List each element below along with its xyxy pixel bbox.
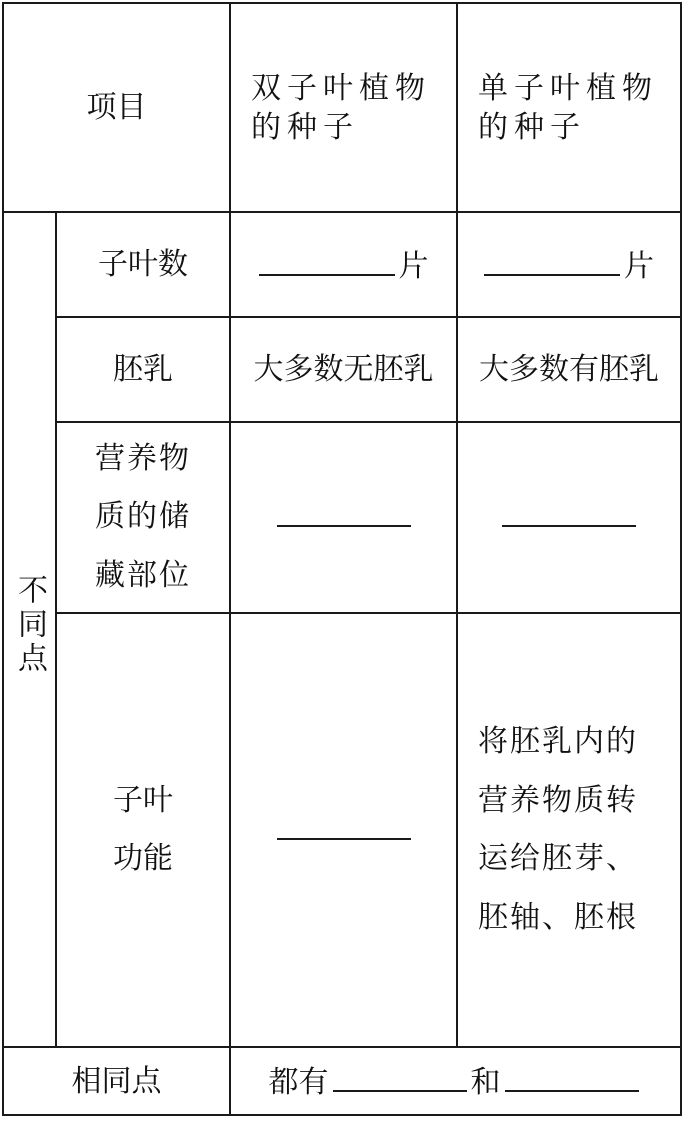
dicot-storage-blank[interactable]: [277, 515, 411, 527]
header-dicot-cell: [230, 3, 457, 212]
side-label-cell: [3, 212, 56, 1047]
side-label: 不同点: [12, 573, 47, 676]
endosperm-monocot-cell: [457, 317, 681, 422]
header-item: 项目: [86, 90, 147, 125]
header-monocot: 单子叶植物的种子: [478, 70, 658, 145]
header-item-cell: [3, 3, 230, 212]
endosperm-monocot: 大多数有胚乳: [479, 352, 659, 387]
common-label-cell: [3, 1047, 230, 1115]
common-blank-1[interactable]: [333, 1060, 467, 1092]
cotyledon-count-dicot-cell: [230, 212, 457, 317]
endosperm-dicot: 大多数无胚乳: [253, 352, 434, 387]
header-dicot: 双子叶植物的种子: [251, 70, 431, 145]
row-common: [3, 1047, 681, 1115]
function-dicot-cell: [230, 613, 457, 1047]
function-label: 子叶功能: [113, 782, 173, 876]
seed-comparison-table: [2, 2, 682, 1116]
function-monocot: 将胚乳内的营养物质转运给胚芽、胚轴、胚根: [478, 724, 638, 935]
endosperm-label-cell: [56, 317, 230, 422]
common-joiner: 和: [470, 1065, 501, 1100]
monocot-cotyledon-blank[interactable]: [484, 244, 620, 276]
endosperm-dicot-cell: [230, 317, 457, 422]
storage-label-cell: [56, 422, 230, 613]
storage-label: 营养物质的储藏部位: [95, 440, 191, 593]
cotyledon-count-label-cell: [56, 212, 230, 317]
function-label-cell: [56, 613, 230, 1047]
row-cotyledon-count: [3, 212, 681, 317]
storage-dicot-cell: [230, 422, 457, 613]
endosperm-label: 胚乳: [113, 352, 173, 387]
header-row: [3, 3, 681, 212]
function-monocot-cell: [457, 613, 681, 1047]
storage-monocot-cell: [457, 422, 681, 613]
dicot-function-blank[interactable]: [277, 828, 411, 840]
monocot-storage-blank[interactable]: [502, 515, 636, 527]
monocot-cotyledon-unit: 片: [624, 248, 654, 284]
dicot-cotyledon-blank[interactable]: [259, 244, 395, 276]
common-blank-2[interactable]: [505, 1060, 639, 1092]
cotyledon-count-label: 子叶数: [98, 247, 188, 282]
header-monocot-cell: [457, 3, 681, 212]
row-storage: [3, 422, 681, 613]
common-value-cell: [230, 1047, 681, 1115]
cotyledon-count-monocot-cell: [457, 212, 681, 317]
common-prefix: 都有: [268, 1065, 329, 1100]
common-label: 相同点: [71, 1063, 162, 1099]
dicot-cotyledon-unit: 片: [398, 248, 429, 284]
row-function: [3, 613, 681, 1047]
row-endosperm: [3, 317, 681, 422]
